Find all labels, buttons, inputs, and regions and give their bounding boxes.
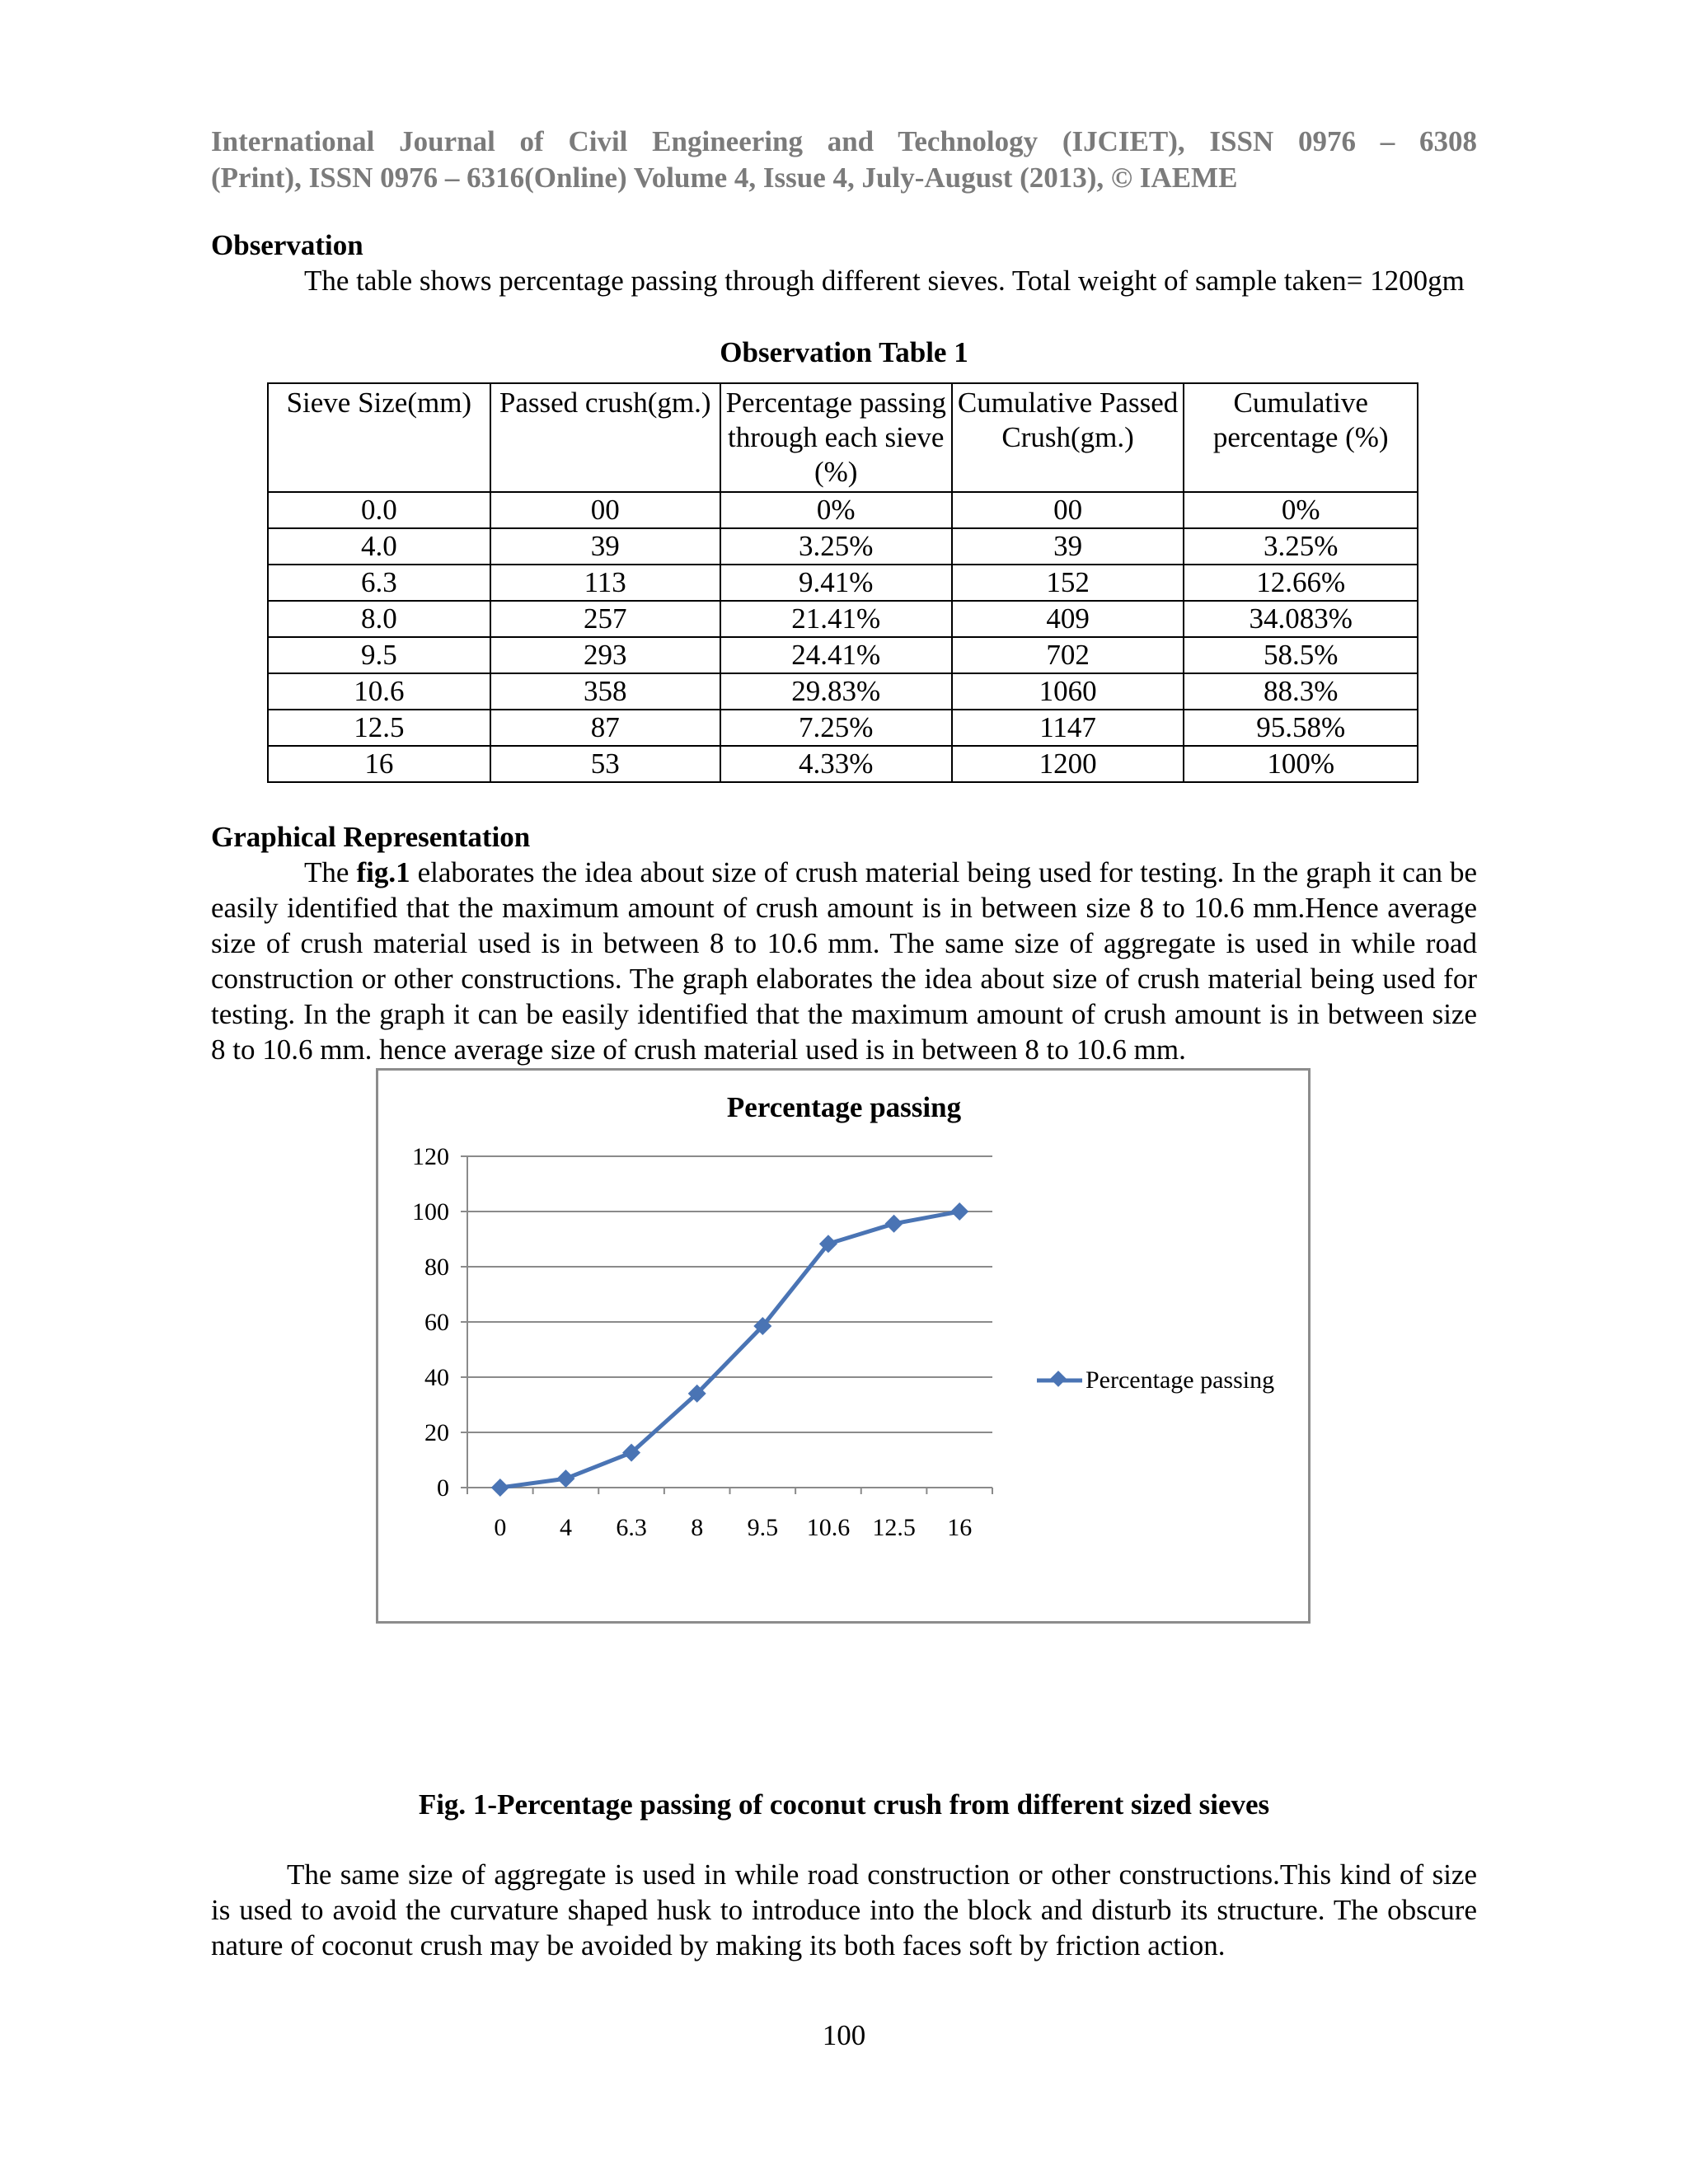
table-cell: 1200 bbox=[952, 746, 1184, 782]
table-row bbox=[268, 601, 1418, 637]
percentage-passing-chart bbox=[378, 1071, 1308, 1621]
y-tick-label: 80 bbox=[424, 1254, 449, 1281]
table-header-row bbox=[268, 383, 1418, 492]
series-percentage-passing bbox=[491, 1202, 968, 1497]
data-point bbox=[885, 1215, 903, 1233]
y-tick-label: 100 bbox=[412, 1198, 449, 1226]
table-cell: 8.0 bbox=[268, 601, 490, 637]
x-tick-label: 16 bbox=[947, 1514, 973, 1541]
graphical-text-lead: The bbox=[304, 856, 357, 888]
y-tick-labels bbox=[412, 1143, 449, 1502]
table-cell: 88.3% bbox=[1184, 673, 1418, 710]
legend-label: Percentage passing bbox=[1085, 1366, 1275, 1394]
graphical-text-body: elaborates the idea about size of crush material being used for testing. In the graph it can be easily identified that the maximum amount of crush amount is in between size 8 to 10.6 mm.Hence average size of crush material used is in between 8 to 10.6 mm. The same size of aggregate is used in while road construction or other constructions. The graph elaborates the idea about size of crush material being used for testing. In the graph it can be easily identified that the maximum amount of crush amount is in between size 8 to 10.6 mm. hence average size of crush material used is in between 8 to 10.6 mm. bbox=[211, 856, 1477, 1066]
figure-caption: Fig. 1-Percentage passing of coconut crush from different sized sieves bbox=[418, 1788, 1270, 1821]
table-cell: 9.41% bbox=[720, 565, 952, 601]
data-point bbox=[950, 1202, 968, 1221]
y-tick-label: 40 bbox=[424, 1364, 449, 1391]
graphical-paragraph bbox=[211, 855, 1477, 1067]
table-row bbox=[268, 637, 1418, 673]
table-row bbox=[268, 746, 1418, 782]
chart-title: Percentage passing bbox=[726, 1091, 962, 1123]
table-cell: 4.33% bbox=[720, 746, 952, 782]
x-tick-label: 10.6 bbox=[806, 1514, 851, 1541]
table-cell: 4.0 bbox=[268, 528, 490, 565]
table-cell: 0% bbox=[1184, 492, 1418, 528]
x-tick-labels bbox=[494, 1514, 972, 1541]
observation-table bbox=[267, 382, 1418, 783]
table-row bbox=[268, 673, 1418, 710]
x-tick-label: 4 bbox=[559, 1514, 572, 1541]
journal-header bbox=[211, 124, 1477, 196]
x-tick-label: 6.3 bbox=[616, 1514, 647, 1541]
table-cell: 0.0 bbox=[268, 492, 490, 528]
graphical-heading: Graphical Representation bbox=[211, 821, 531, 853]
page bbox=[211, 124, 1477, 1067]
table-title: Observation Table 1 bbox=[720, 336, 968, 368]
column-header: Percentage passing through each sieve (%) bbox=[720, 383, 952, 492]
table-row bbox=[268, 528, 1418, 565]
table-cell: 0% bbox=[720, 492, 952, 528]
table-cell: 358 bbox=[490, 673, 720, 710]
table-cell: 9.5 bbox=[268, 637, 490, 673]
series-line bbox=[500, 1212, 959, 1488]
observation-heading: Observation bbox=[211, 229, 363, 261]
table-row bbox=[268, 565, 1418, 601]
table-cell: 12.5 bbox=[268, 710, 490, 746]
journal-header-line-2: (Print), ISSN 0976 – 6316(Online) Volume 4, Issue 4, July-August (2013), © IAEME bbox=[211, 162, 1238, 194]
column-header: Passed crush(gm.) bbox=[490, 383, 720, 492]
table-cell: 100% bbox=[1184, 746, 1418, 782]
table-cell: 16 bbox=[268, 746, 490, 782]
table-cell: 1060 bbox=[952, 673, 1184, 710]
table-cell: 3.25% bbox=[1184, 528, 1418, 565]
table-cell: 12.66% bbox=[1184, 565, 1418, 601]
y-tick-label: 60 bbox=[424, 1309, 449, 1336]
chart-axes bbox=[467, 1156, 992, 1494]
table-cell: 7.25% bbox=[720, 710, 952, 746]
table-cell: 39 bbox=[952, 528, 1184, 565]
table-cell: 95.58% bbox=[1184, 710, 1418, 746]
chart-frame bbox=[376, 1068, 1311, 1624]
table-cell: 113 bbox=[490, 565, 720, 601]
figure-reference: fig.1 bbox=[356, 856, 410, 888]
table-cell: 293 bbox=[490, 637, 720, 673]
legend-marker bbox=[1050, 1371, 1067, 1387]
x-tick-label: 9.5 bbox=[747, 1514, 779, 1541]
table-row bbox=[268, 492, 1418, 528]
table-cell: 24.41% bbox=[720, 637, 952, 673]
table-cell: 702 bbox=[952, 637, 1184, 673]
page-number: 100 bbox=[822, 2019, 866, 2051]
column-header: Sieve Size(mm) bbox=[268, 383, 490, 492]
y-tick-label: 0 bbox=[437, 1474, 449, 1502]
x-tick-label: 12.5 bbox=[872, 1514, 916, 1541]
table-cell: 6.3 bbox=[268, 565, 490, 601]
table-cell: 58.5% bbox=[1184, 637, 1418, 673]
table-cell: 34.083% bbox=[1184, 601, 1418, 637]
table-cell: 1147 bbox=[952, 710, 1184, 746]
x-tick-label: 8 bbox=[691, 1514, 704, 1541]
table-cell: 152 bbox=[952, 565, 1184, 601]
table-cell: 87 bbox=[490, 710, 720, 746]
table-cell: 3.25% bbox=[720, 528, 952, 565]
x-tick-label: 0 bbox=[494, 1514, 507, 1541]
table-cell: 257 bbox=[490, 601, 720, 637]
chart-grid bbox=[461, 1156, 992, 1488]
table-cell: 10.6 bbox=[268, 673, 490, 710]
table-cell: 29.83% bbox=[720, 673, 952, 710]
chart-legend bbox=[1037, 1366, 1274, 1394]
table-body bbox=[268, 492, 1418, 782]
closing-paragraph: The same size of aggregate is used in while road construction or other constructions.This kind of size is used to avoid the curvature shaped husk to introduce into the block and disturb its structure. The obscure nature of coconut crush may be avoided by making its both faces soft by friction action. bbox=[211, 1858, 1477, 1961]
table-cell: 409 bbox=[952, 601, 1184, 637]
column-header: Cumulative Passed Crush(gm.) bbox=[952, 383, 1184, 492]
table-row bbox=[268, 710, 1418, 746]
table-cell: 00 bbox=[490, 492, 720, 528]
table-cell: 00 bbox=[952, 492, 1184, 528]
table-cell: 39 bbox=[490, 528, 720, 565]
y-tick-label: 120 bbox=[412, 1143, 449, 1170]
data-point bbox=[556, 1469, 574, 1488]
data-point bbox=[491, 1479, 509, 1497]
y-tick-label: 20 bbox=[424, 1419, 449, 1446]
column-header: Cumulative percentage (%) bbox=[1184, 383, 1418, 492]
journal-header-line-1: International Journal of Civil Engineering and Technology (IJCIET), ISSN 0976 – 6308 bbox=[211, 125, 1477, 157]
table-cell: 21.41% bbox=[720, 601, 952, 637]
observation-paragraph: The table shows percentage passing through different sieves. Total weight of sample taken= 1200gm bbox=[304, 265, 1465, 297]
table-cell: 53 bbox=[490, 746, 720, 782]
